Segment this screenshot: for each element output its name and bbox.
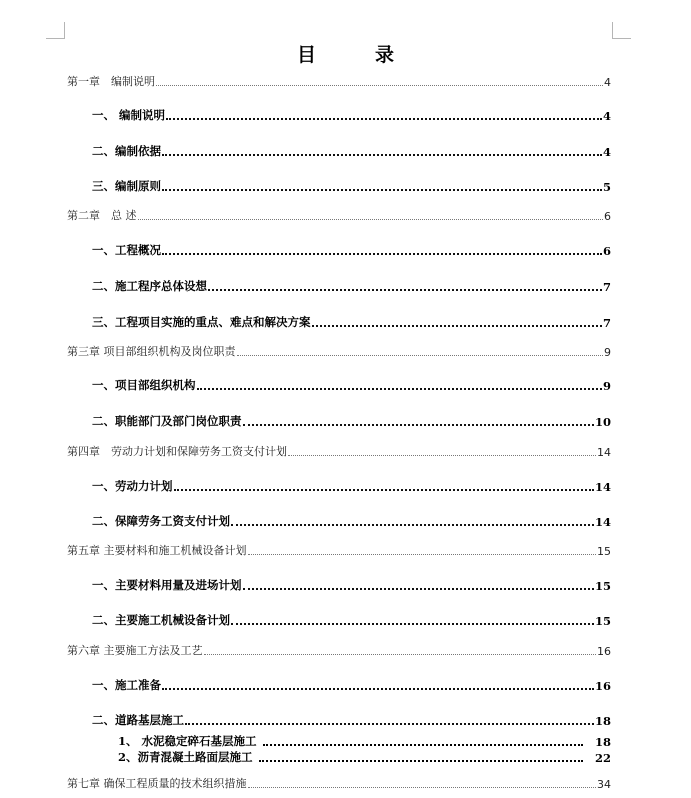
toc-page-number: 14: [594, 515, 611, 529]
toc-page-number: 22: [594, 751, 611, 765]
toc-page-number: 9: [604, 346, 611, 359]
toc-entry-text: 三、工程项目实施的重点、难点和解决方案: [92, 315, 311, 329]
toc-page-number: 10: [594, 415, 611, 429]
dot-leader: [231, 524, 594, 526]
dot-leader: [263, 744, 583, 746]
toc-entry-text: 二、编制依据: [92, 144, 161, 158]
dot-leader: [259, 760, 583, 762]
dot-leader: [208, 289, 602, 291]
toc-page-number: 4: [602, 109, 611, 123]
toc-entry-text: 一、 编制说明: [92, 108, 166, 122]
toc-entry[interactable]: [67, 642, 611, 658]
toc-page-number: 9: [602, 379, 611, 393]
toc-entry-text: 一、主要材料用量及进场计划: [92, 578, 242, 592]
toc-entry-text: 第二章 总 述: [67, 209, 137, 222]
toc-page-number: 15: [597, 545, 611, 558]
toc-entry[interactable]: [118, 733, 611, 749]
toc-entry[interactable]: [67, 343, 611, 359]
toc-entry-text: 一、工程概况: [92, 243, 161, 257]
toc-entry[interactable]: [92, 143, 611, 159]
dot-leader: [288, 455, 596, 456]
dot-leader: [162, 154, 602, 156]
toc-entry-text: 一、劳动力计划: [92, 479, 173, 493]
dot-leader: [231, 623, 594, 625]
toc-entry[interactable]: [67, 207, 611, 223]
toc-page-number: 14: [597, 446, 611, 459]
dot-leader: [162, 253, 602, 255]
dot-leader: [174, 489, 594, 491]
toc-entry-text: 第六章 主要施工方法及工艺: [67, 644, 203, 657]
toc-entry[interactable]: [67, 775, 611, 791]
dot-leader: [248, 554, 597, 555]
dot-leader: [237, 355, 604, 356]
dot-leader: [243, 424, 594, 426]
toc-entry-text: 2、沥青混凝土路面层施工: [118, 750, 253, 764]
toc-entry-text: 二、道路基层施工: [92, 713, 184, 727]
toc-entry-text: 二、保障劳务工资支付计划: [92, 514, 230, 528]
dot-leader: [138, 219, 604, 220]
toc-entry-text: 二、主要施工机械设备计划: [92, 613, 230, 627]
toc-entry[interactable]: [67, 542, 611, 558]
toc-page-number: 5: [602, 180, 611, 194]
toc-entry[interactable]: [92, 377, 611, 393]
toc-page-number: 7: [602, 316, 611, 330]
toc-entry-text: 第七章 确保工程质量的技术组织措施: [67, 777, 247, 790]
toc-page-number: 4: [602, 145, 611, 159]
toc-entry[interactable]: [92, 577, 611, 593]
toc-entry[interactable]: [92, 107, 611, 123]
toc-page-number: 18: [594, 735, 611, 749]
toc-entry[interactable]: [92, 413, 611, 429]
toc-page-number: 14: [594, 480, 611, 494]
toc-page-number: 18: [594, 714, 611, 728]
toc-entry[interactable]: [67, 443, 611, 459]
toc-page-number: 6: [602, 244, 611, 258]
toc-entry[interactable]: [92, 478, 611, 494]
dot-leader: [312, 325, 602, 327]
crop-mark-top-right: [612, 22, 631, 39]
dot-leader: [162, 189, 602, 191]
dot-leader: [162, 688, 594, 690]
dot-leader: [185, 723, 594, 725]
toc-entry-text: 第一章 编制说明: [67, 75, 155, 88]
toc-entry[interactable]: [92, 278, 611, 294]
toc-entry[interactable]: [92, 242, 611, 258]
toc-page-number: 15: [594, 614, 611, 628]
toc-entry[interactable]: [92, 314, 611, 330]
toc-page-number: 4: [604, 76, 611, 89]
toc-page-number: 15: [594, 579, 611, 593]
toc-entry-text: 第四章 劳动力计划和保障劳务工资支付计划: [67, 445, 287, 458]
toc-entry-text: 1、 水泥稳定碎石基层施工: [118, 734, 257, 748]
toc-entry[interactable]: [92, 712, 611, 728]
toc-entry[interactable]: [92, 513, 611, 529]
toc-entry-text: 第三章 项目部组织机构及岗位职责: [67, 345, 236, 358]
toc-page-number: 34: [597, 778, 611, 791]
toc-page-number: 16: [597, 645, 611, 658]
toc-entry[interactable]: [67, 73, 611, 89]
toc-entry-text: 一、项目部组织机构: [92, 378, 196, 392]
toc-entry-text: 第五章 主要材料和施工机械设备计划: [67, 544, 247, 557]
dot-leader: [156, 85, 603, 86]
dot-leader: [204, 654, 597, 655]
crop-mark-top-left: [46, 22, 65, 39]
toc-entry[interactable]: [92, 677, 611, 693]
dot-leader: [197, 388, 602, 390]
toc-entry[interactable]: [92, 612, 611, 628]
toc-title: 目 录: [296, 44, 414, 66]
toc-page-number: 6: [604, 210, 611, 223]
toc-entry-text: 三、编制原则: [92, 179, 161, 193]
toc-entry-text: 一、施工准备: [92, 678, 161, 692]
dot-leader: [243, 588, 594, 590]
dot-leader: [248, 787, 597, 788]
dot-leader: [166, 118, 602, 120]
toc-entry-text: 二、施工程序总体设想: [92, 279, 207, 293]
toc-page-number: 7: [602, 280, 611, 294]
toc-page-number: 16: [594, 679, 611, 693]
toc-entry[interactable]: [118, 749, 611, 765]
toc-entry[interactable]: [92, 178, 611, 194]
toc-entry-text: 二、职能部门及部门岗位职责: [92, 414, 242, 428]
